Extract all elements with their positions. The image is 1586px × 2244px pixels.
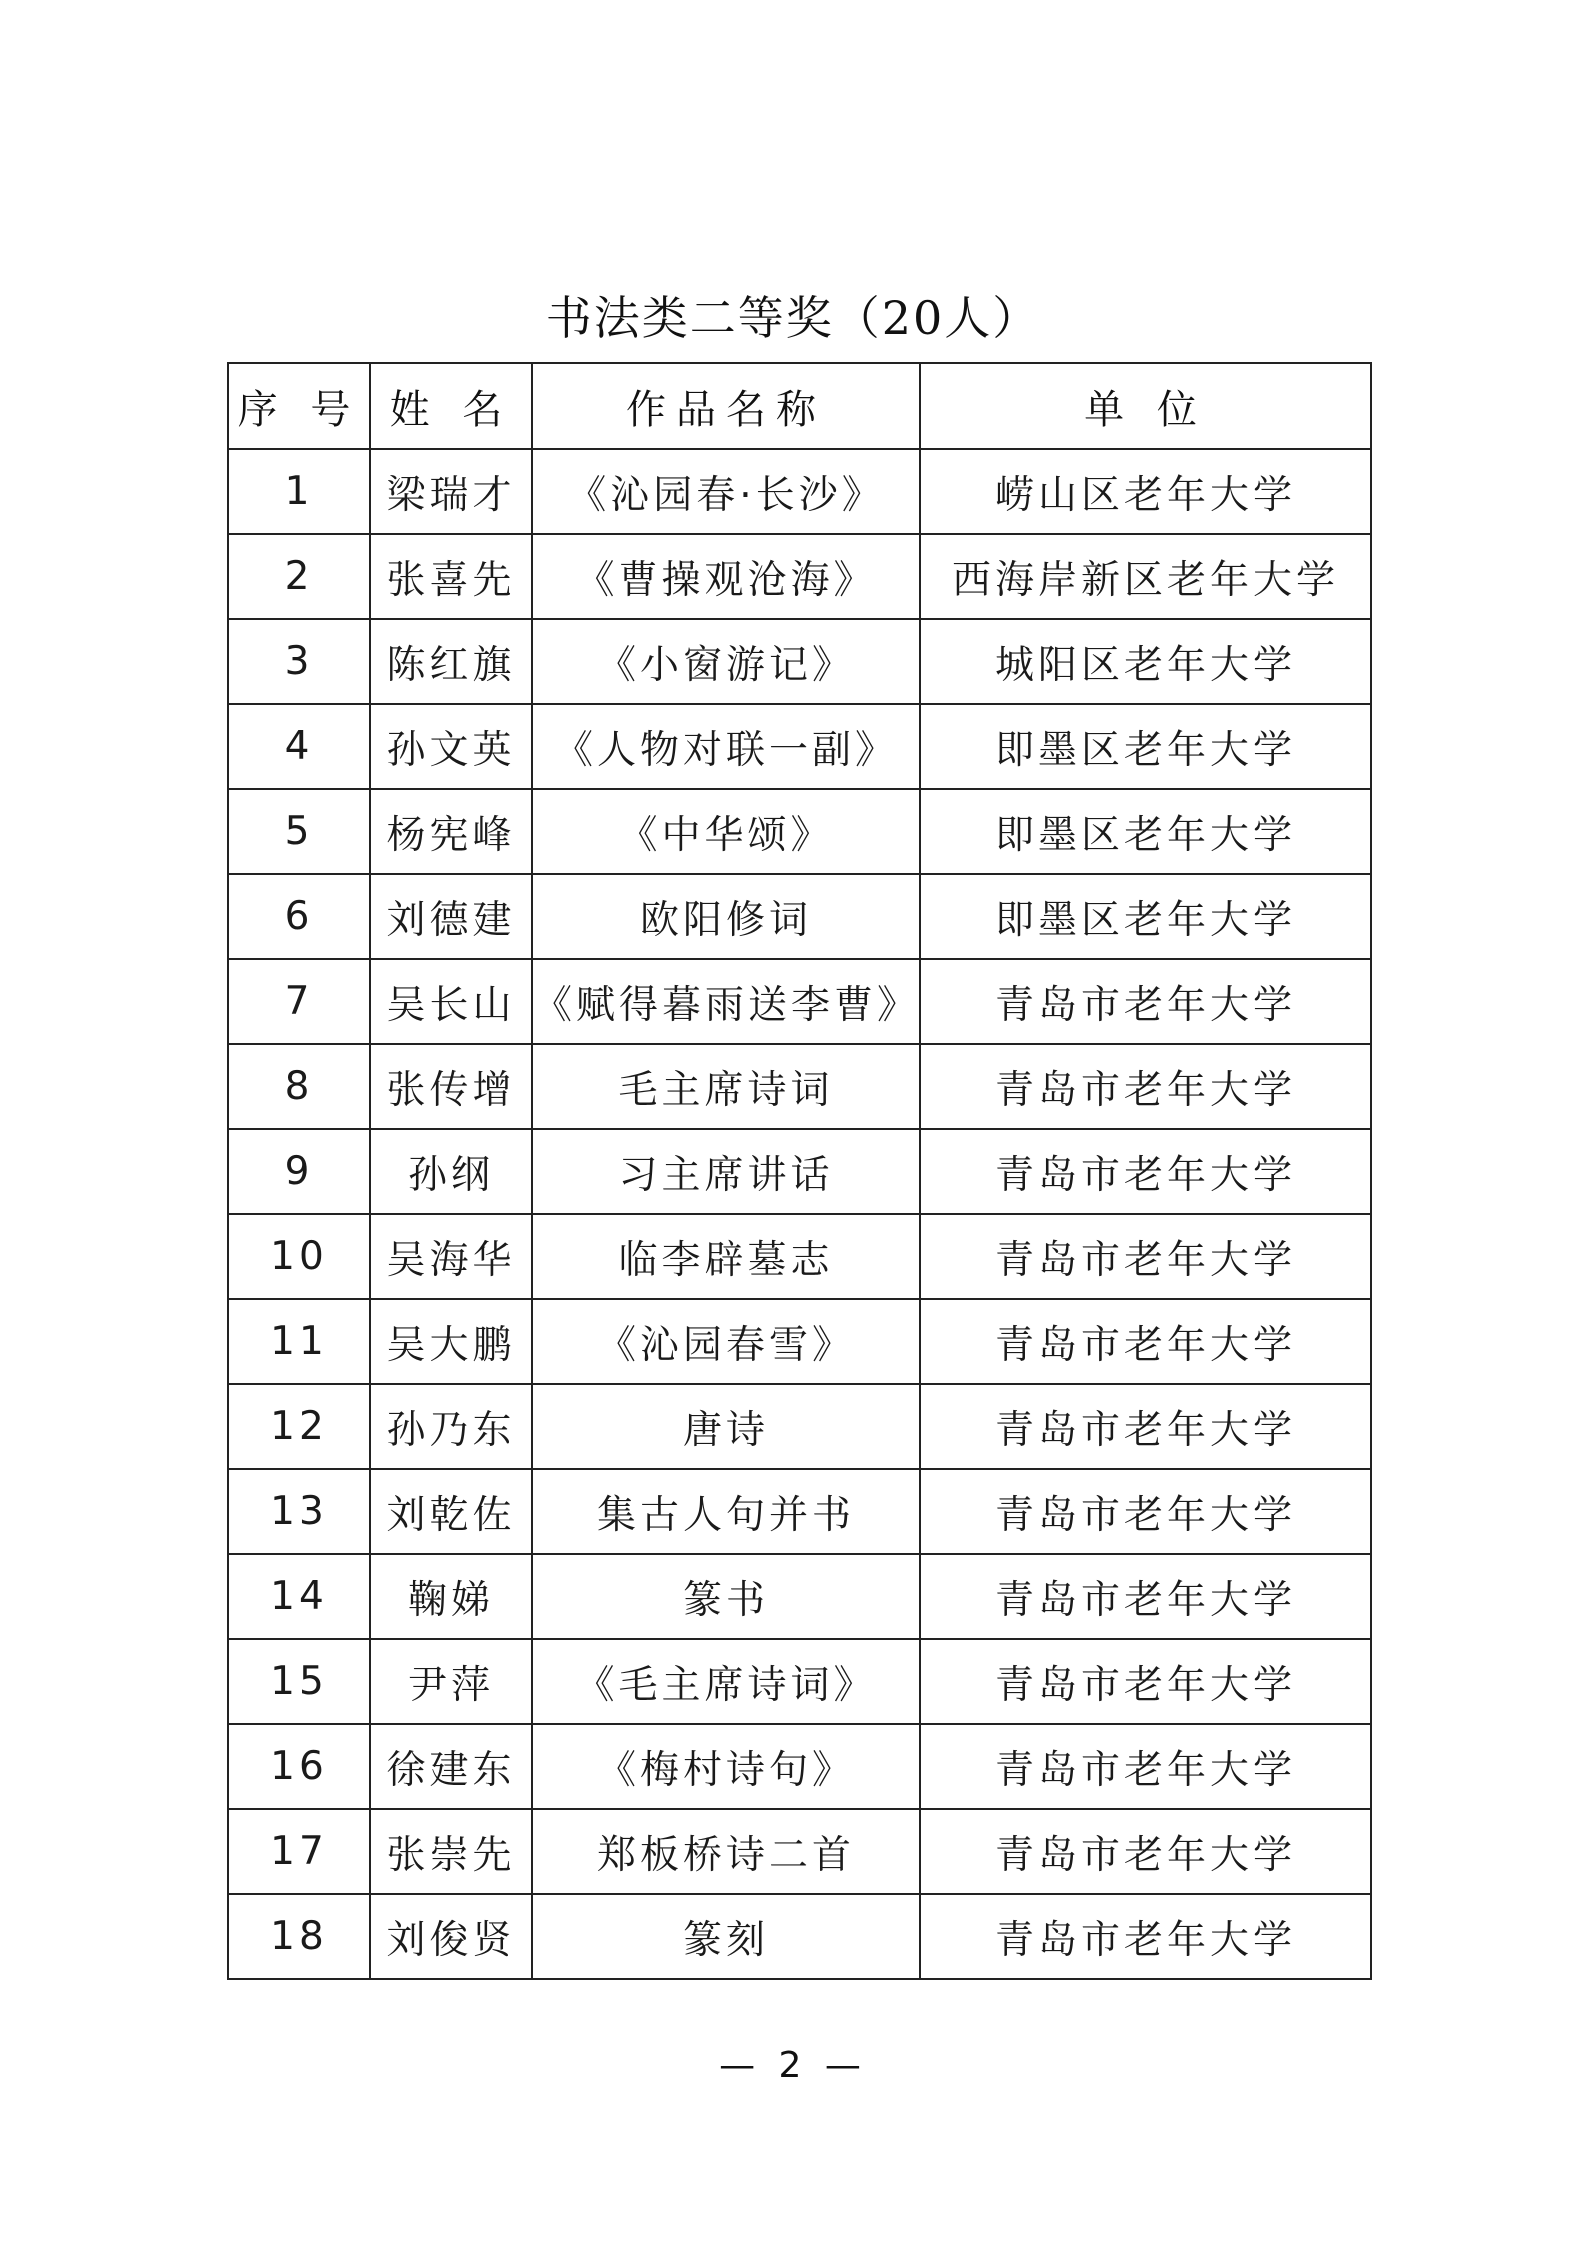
row-number-cell: 12 xyxy=(228,1384,370,1469)
work-title-cell: 《毛主席诗词》 xyxy=(532,1639,920,1724)
unit-cell: 青岛市老年大学 xyxy=(920,1214,1371,1299)
work-title-cell: 《沁园春·长沙》 xyxy=(532,449,920,534)
awards-table xyxy=(227,362,1372,1980)
row-number-cell: 10 xyxy=(228,1214,370,1299)
work-title-cell: 欧阳修词 xyxy=(532,874,920,959)
page-title: 书法类二等奖（20人） xyxy=(545,291,1041,345)
winner-name-cell: 陈红旗 xyxy=(370,619,532,704)
row-number-cell: 7 xyxy=(228,959,370,1044)
unit-cell: 青岛市老年大学 xyxy=(920,959,1371,1044)
unit-cell: 青岛市老年大学 xyxy=(920,1809,1371,1894)
winner-name-cell: 刘乾佐 xyxy=(370,1469,532,1554)
winner-name-cell: 尹萍 xyxy=(370,1639,532,1724)
winner-name-cell: 杨宪峰 xyxy=(370,789,532,874)
unit-cell: 青岛市老年大学 xyxy=(920,1299,1371,1384)
unit-cell: 青岛市老年大学 xyxy=(920,1724,1371,1809)
winner-name-cell: 徐建东 xyxy=(370,1724,532,1809)
winner-name-cell: 张传增 xyxy=(370,1044,532,1129)
work-title-cell: 唐诗 xyxy=(532,1384,920,1469)
work-title-cell: 集古人句并书 xyxy=(532,1469,920,1554)
table-row xyxy=(228,1044,1371,1129)
winner-name-cell: 鞠娣 xyxy=(370,1554,532,1639)
table-row xyxy=(228,1809,1371,1894)
unit-cell: 即墨区老年大学 xyxy=(920,704,1371,789)
winner-name-cell: 吴长山 xyxy=(370,959,532,1044)
row-number-cell: 4 xyxy=(228,704,370,789)
row-number-cell: 11 xyxy=(228,1299,370,1384)
table-row xyxy=(228,1214,1371,1299)
table-row xyxy=(228,874,1371,959)
row-number-cell: 3 xyxy=(228,619,370,704)
winner-name-cell: 刘俊贤 xyxy=(370,1894,532,1979)
row-number-cell: 8 xyxy=(228,1044,370,1129)
header-row xyxy=(228,363,1371,449)
unit-cell: 青岛市老年大学 xyxy=(920,1894,1371,1979)
row-number-cell: 6 xyxy=(228,874,370,959)
table-row xyxy=(228,1299,1371,1384)
work-title-cell: 《梅村诗句》 xyxy=(532,1724,920,1809)
row-number-cell: 16 xyxy=(228,1724,370,1809)
winner-name-cell: 孙乃东 xyxy=(370,1384,532,1469)
table-row xyxy=(228,1639,1371,1724)
row-number-cell: 13 xyxy=(228,1469,370,1554)
unit-cell: 城阳区老年大学 xyxy=(920,619,1371,704)
table-row xyxy=(228,1384,1371,1469)
unit-cell: 崂山区老年大学 xyxy=(920,449,1371,534)
table-row xyxy=(228,959,1371,1044)
work-title-cell: 临李辟墓志 xyxy=(532,1214,920,1299)
unit-cell: 青岛市老年大学 xyxy=(920,1554,1371,1639)
table-row xyxy=(228,619,1371,704)
header-name: 姓 名 xyxy=(370,363,532,449)
row-number-cell: 5 xyxy=(228,789,370,874)
work-title-cell: 《人物对联一副》 xyxy=(532,704,920,789)
unit-cell: 即墨区老年大学 xyxy=(920,789,1371,874)
table-row xyxy=(228,534,1371,619)
winner-name-cell: 吴海华 xyxy=(370,1214,532,1299)
page-number: — 2 — xyxy=(719,2045,867,2086)
work-title-cell: 《小窗游记》 xyxy=(532,619,920,704)
work-title-cell: 毛主席诗词 xyxy=(532,1044,920,1129)
unit-cell: 青岛市老年大学 xyxy=(920,1384,1371,1469)
winner-name-cell: 吴大鹏 xyxy=(370,1299,532,1384)
unit-cell: 青岛市老年大学 xyxy=(920,1639,1371,1724)
table-row xyxy=(228,449,1371,534)
winner-name-cell: 刘德建 xyxy=(370,874,532,959)
work-title-cell: 习主席讲话 xyxy=(532,1129,920,1214)
table-row xyxy=(228,1894,1371,1979)
header-work-title: 作品名称 xyxy=(532,363,920,449)
winner-name-cell: 张喜先 xyxy=(370,534,532,619)
work-title-cell: 郑板桥诗二首 xyxy=(532,1809,920,1894)
winner-name-cell: 张崇先 xyxy=(370,1809,532,1894)
table-row xyxy=(228,1469,1371,1554)
table-header xyxy=(228,363,1371,449)
unit-cell: 西海岸新区老年大学 xyxy=(920,534,1371,619)
row-number-cell: 1 xyxy=(228,449,370,534)
row-number-cell: 15 xyxy=(228,1639,370,1724)
table-body xyxy=(228,449,1371,1979)
table-row xyxy=(228,1129,1371,1214)
winner-name-cell: 梁瑞才 xyxy=(370,449,532,534)
unit-cell: 青岛市老年大学 xyxy=(920,1044,1371,1129)
work-title-cell: 《赋得暮雨送李曹》 xyxy=(532,959,920,1044)
winner-name-cell: 孙文英 xyxy=(370,704,532,789)
winner-name-cell: 孙纲 xyxy=(370,1129,532,1214)
work-title-cell: 《中华颂》 xyxy=(532,789,920,874)
work-title-cell: 《沁园春雪》 xyxy=(532,1299,920,1384)
table-row xyxy=(228,704,1371,789)
table-row xyxy=(228,789,1371,874)
table-row xyxy=(228,1724,1371,1809)
work-title-cell: 篆刻 xyxy=(532,1894,920,1979)
unit-cell: 青岛市老年大学 xyxy=(920,1469,1371,1554)
table-row xyxy=(228,1554,1371,1639)
header-unit: 单 位 xyxy=(920,363,1371,449)
row-number-cell: 2 xyxy=(228,534,370,619)
header-number: 序 号 xyxy=(228,363,370,449)
row-number-cell: 17 xyxy=(228,1809,370,1894)
work-title-cell: 篆书 xyxy=(532,1554,920,1639)
row-number-cell: 14 xyxy=(228,1554,370,1639)
work-title-cell: 《曹操观沧海》 xyxy=(532,534,920,619)
unit-cell: 青岛市老年大学 xyxy=(920,1129,1371,1214)
row-number-cell: 9 xyxy=(228,1129,370,1214)
row-number-cell: 18 xyxy=(228,1894,370,1979)
unit-cell: 即墨区老年大学 xyxy=(920,874,1371,959)
